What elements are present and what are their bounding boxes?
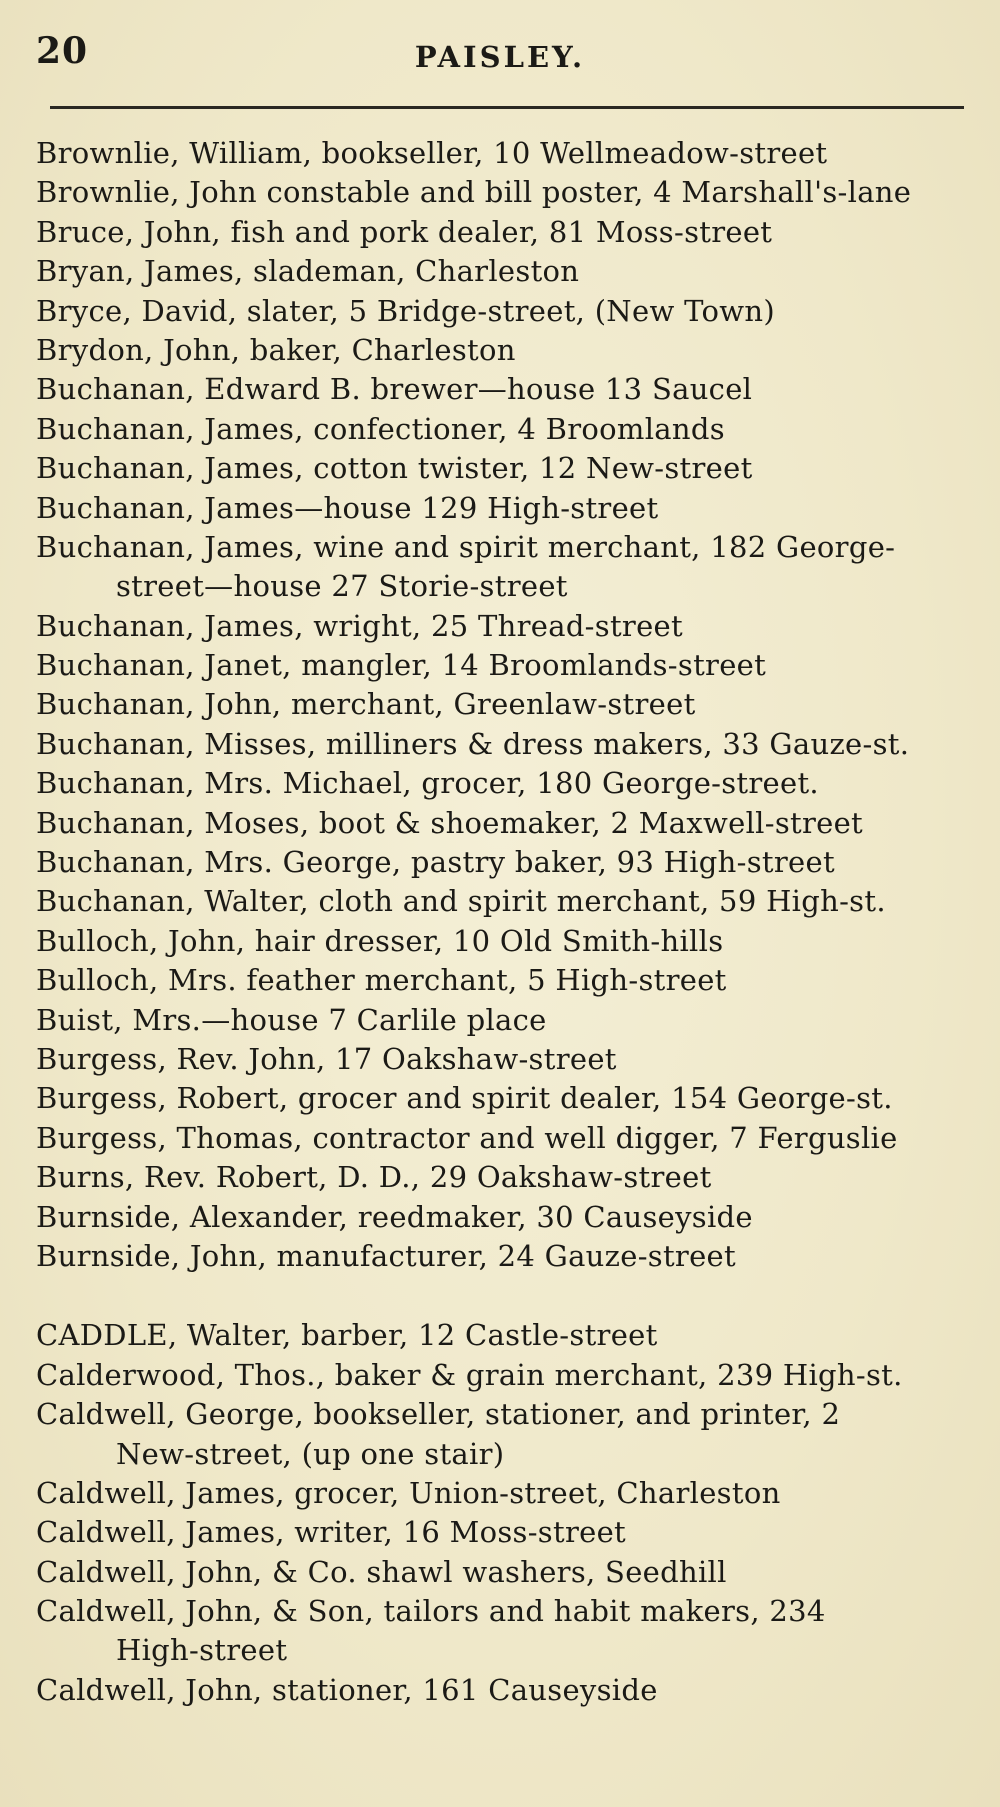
list-item: Buchanan, James, wine and spirit merchant, 182 George- bbox=[36, 529, 896, 564]
list-item: Buchanan, James, confectioner, 4 Broomlands bbox=[36, 411, 725, 446]
list-item: Buchanan, Mrs. Michael, grocer, 180 George-street. bbox=[36, 766, 819, 801]
list-item: Burgess, Rev. John, 17 Oakshaw-street bbox=[36, 1041, 617, 1076]
list-item: Buchanan, John, merchant, Greenlaw-street bbox=[36, 687, 696, 722]
list-item: Burns, Rev. Robert, D. D., 29 Oakshaw-street bbox=[36, 1160, 712, 1195]
list-item: Calderwood, Thos., baker & grain merchant, 239 High-st. bbox=[36, 1357, 903, 1392]
list-item: Brydon, John, baker, Charleston bbox=[36, 332, 516, 367]
list-item: Buchanan, James, cotton twister, 12 New-street bbox=[36, 451, 753, 486]
page-number: 20 bbox=[36, 30, 89, 72]
list-item: Buchanan, James, wright, 25 Thread-street bbox=[36, 608, 683, 643]
list-item: Caldwell, John, & Son, tailors and habit makers, 234 bbox=[36, 1594, 826, 1629]
list-item: Bulloch, John, hair dresser, 10 Old Smith-hills bbox=[36, 923, 724, 958]
list-item: Brownlie, John constable and bill poster, 4 Marshall's-lane bbox=[36, 175, 912, 210]
list-item: Buchanan, Walter, cloth and spirit merchant, 59 High-st. bbox=[36, 884, 886, 919]
list-item: Buchanan, Janet, mangler, 14 Broomlands-street bbox=[36, 648, 767, 683]
list-item: Caldwell, James, writer, 16 Moss-street bbox=[36, 1515, 626, 1550]
list-item: Buchanan, James—house 129 High-street bbox=[36, 490, 659, 525]
list-item: Caldwell, John, stationer, 161 Causeyside bbox=[36, 1672, 658, 1707]
list-item: Caldwell, George, bookseller, stationer, and printer, 2 bbox=[36, 1397, 841, 1432]
list-item: Buchanan, Misses, milliners & dress makers, 33 Gauze-st. bbox=[36, 726, 910, 761]
list-item: Bryce, David, slater, 5 Bridge-street, (New Town) bbox=[36, 293, 775, 328]
list-item: Bryan, James, slademan, Charleston bbox=[36, 254, 580, 289]
list-item: Burgess, Robert, grocer and spirit dealer, 154 George-st. bbox=[36, 1081, 893, 1116]
list-item-continuation: street—house 27 Storie-street bbox=[116, 569, 568, 604]
section-gap bbox=[36, 1276, 976, 1316]
list-item: Bulloch, Mrs. feather merchant, 5 High-street bbox=[36, 963, 727, 998]
list-item-continuation: High-street bbox=[116, 1633, 288, 1668]
running-title: PAISLEY. bbox=[414, 40, 586, 74]
list-item: Burnside, John, manufacturer, 24 Gauze-street bbox=[36, 1238, 736, 1273]
header-rule bbox=[50, 106, 964, 109]
list-item: Buchanan, Edward B. brewer—house 13 Saucel bbox=[36, 372, 753, 407]
list-item: Bruce, John, fish and pork dealer, 81 Moss-street bbox=[36, 214, 773, 249]
list-item: Burnside, Alexander, reedmaker, 30 Causeyside bbox=[36, 1199, 753, 1234]
list-item: Buchanan, Mrs. George, pastry baker, 93 High-street bbox=[36, 845, 835, 880]
list-item: Buchanan, Moses, boot & shoemaker, 2 Maxwell-street bbox=[36, 805, 864, 840]
list-item: Buist, Mrs.—house 7 Carlile place bbox=[36, 1002, 547, 1037]
directory-entries bbox=[36, 134, 976, 1710]
list-item: Caldwell, John, & Co. shawl washers, Seedhill bbox=[36, 1554, 727, 1589]
list-item: Brownlie, William, bookseller, 10 Wellmeadow-street bbox=[36, 136, 828, 170]
list-item: Caldwell, James, grocer, Union-street, Charleston bbox=[36, 1475, 781, 1510]
list-item: Burgess, Thomas, contractor and well digger, 7 Ferguslie bbox=[36, 1120, 898, 1155]
list-item: CADDLE, Walter, barber, 12 Castle-street bbox=[36, 1318, 658, 1353]
list-item-continuation: New-street, (up one stair) bbox=[116, 1436, 505, 1471]
